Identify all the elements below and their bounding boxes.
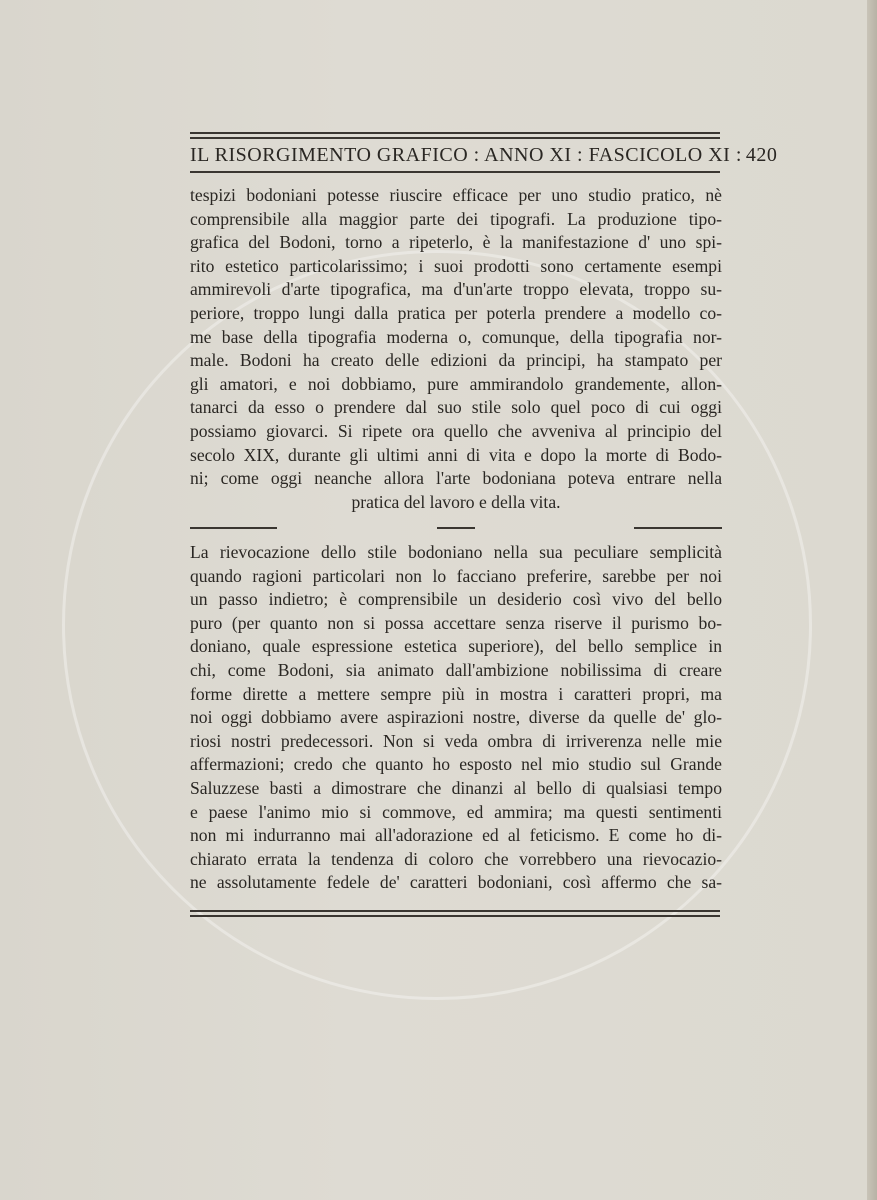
header-top-rule bbox=[190, 132, 720, 139]
text-line: me base della tipografia moderna o, comunque, della tipografia nor- bbox=[190, 326, 722, 347]
text-line: un passo indietro; è comprensibile un desiderio così vivo del bello bbox=[190, 589, 722, 610]
header-bottom-rule bbox=[190, 171, 720, 173]
paragraph-1 bbox=[190, 184, 722, 514]
text-line: rito estetico particolarissimo; i suoi prodotti sono certamente esempi bbox=[190, 255, 722, 276]
text-line: chi, come Bodoni, sia animato dall'ambizione nobilissima di creare bbox=[190, 659, 722, 680]
running-title: IL RISORGIMENTO GRAFICO : ANNO XI : FASCICOLO XI : bbox=[190, 144, 742, 166]
text-line: forme dirette a mettere sempre più in mostra i caratteri propri, ma bbox=[190, 683, 722, 704]
text-line: tespizi bodoniani potesse riuscire efficace per uno studio pratico, nè bbox=[190, 185, 722, 205]
text-line: ne assolutamente fedele de' caratteri bodoniani, così affermo che sa- bbox=[190, 872, 722, 893]
text-line: chiarato errata la tendenza di coloro che vorrebbero una rievocazio- bbox=[190, 848, 722, 869]
text-line: affermazioni; credo che quanto ho esposto nel mio studio sul Grande bbox=[190, 754, 722, 775]
text-line: Saluzzese basti a dimostrare che dinanzi al bello di qualsiasi tempo bbox=[190, 777, 722, 798]
text-line: riosi nostri predecessori. Non si veda ombra di irriverenza nelle mie bbox=[190, 730, 722, 751]
text-line: secolo XIX, durante gli ultimi anni di vita e dopo la morte di Bodo- bbox=[190, 444, 722, 465]
text-line: ammirevoli d'arte tipografica, ma d'un'arte troppo elevata, troppo su- bbox=[190, 279, 722, 300]
text-line: puro (per quanto non si possa accettare senza riserve il purismo bo- bbox=[190, 612, 722, 633]
page-number: 420 bbox=[745, 144, 778, 166]
text-line: e paese l'animo mio si commove, ed ammira; ma questi sentimenti bbox=[190, 801, 722, 822]
text-line: gli amatori, e noi dobbiamo, pure ammirandolo grandemente, allon- bbox=[190, 373, 722, 394]
section-separator bbox=[190, 526, 722, 530]
page-edge bbox=[867, 0, 877, 1200]
running-header bbox=[190, 144, 778, 167]
text-line: possiamo giovarci. Si ripete ora quello che avveniva al principio del bbox=[190, 420, 722, 441]
text-line: grafica del Bodoni, torno a ripeterlo, è la manifestazione d' uno spi- bbox=[190, 232, 722, 253]
text-line: La rievocazione dello stile bodoniano nella sua peculiare semplicità bbox=[190, 542, 722, 562]
footer-rule bbox=[190, 910, 720, 917]
text-line: non mi indurranno mai all'adorazione ed al feticismo. E come ho di- bbox=[190, 825, 722, 846]
text-line: periore, troppo lungi dalla pratica per poterla prendere a modello co- bbox=[190, 302, 722, 323]
text-line: noi oggi dobbiamo avere aspirazioni nostre, diverse da quelle de' glo- bbox=[190, 707, 722, 728]
text-line: pratica del lavoro e della vita. bbox=[351, 491, 561, 512]
text-line: quando ragioni particolari non lo facciano preferire, sarebbe per noi bbox=[190, 565, 722, 586]
text-line: tanarci da esso o prendere dal suo stile solo quel poco di cui oggi bbox=[190, 397, 722, 418]
text-line: comprensibile alla maggior parte dei tipografi. La produzione tipo- bbox=[190, 208, 722, 229]
text-line: male. Bodoni ha creato delle edizioni da principi, ha stampato per bbox=[190, 350, 722, 371]
paragraph-2 bbox=[190, 541, 722, 895]
text-line: doniano, quale espressione estetica superiore), del bello semplice in bbox=[190, 636, 722, 657]
text-line: ni; come oggi neanche allora l'arte bodoniana poteva entrare nella bbox=[190, 468, 722, 489]
